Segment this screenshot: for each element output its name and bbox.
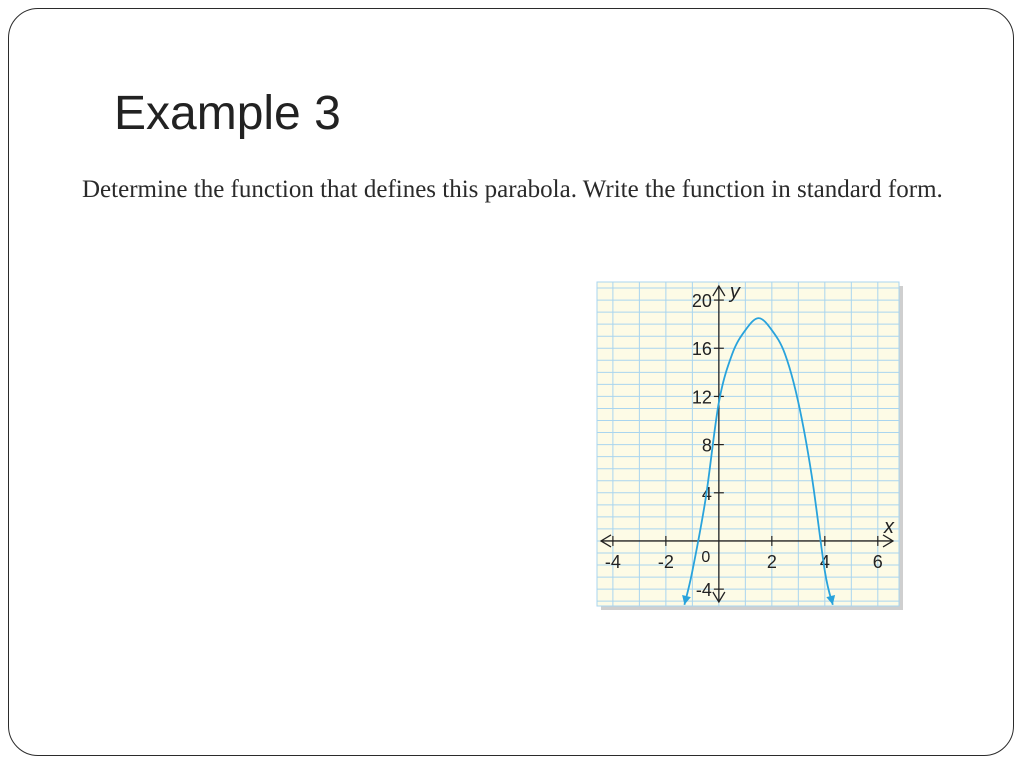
y-tick-label: -4 xyxy=(695,580,712,601)
x-tick-label: -4 xyxy=(604,551,621,572)
parabola-graph xyxy=(595,280,905,612)
origin-label: 0 xyxy=(701,548,711,566)
x-tick-label: -2 xyxy=(657,551,674,572)
y-tick-label: 4 xyxy=(701,483,712,504)
y-axis-label: y xyxy=(729,281,740,303)
graph-background xyxy=(597,282,899,606)
y-tick-label: 12 xyxy=(691,387,712,408)
x-tick-label: 2 xyxy=(766,551,777,572)
y-tick-label: 16 xyxy=(691,339,712,360)
slide-title: Example 3 xyxy=(114,87,341,140)
parabola-chart xyxy=(595,280,905,612)
problem-statement: Determine the function that defines this parabola. Write the function in standard form. xyxy=(82,176,943,203)
x-axis-label: x xyxy=(884,515,894,538)
x-tick-label: 4 xyxy=(819,551,830,572)
x-tick-label: 6 xyxy=(872,551,883,572)
y-tick-label: 8 xyxy=(701,435,712,456)
y-tick-label: 20 xyxy=(691,291,712,312)
